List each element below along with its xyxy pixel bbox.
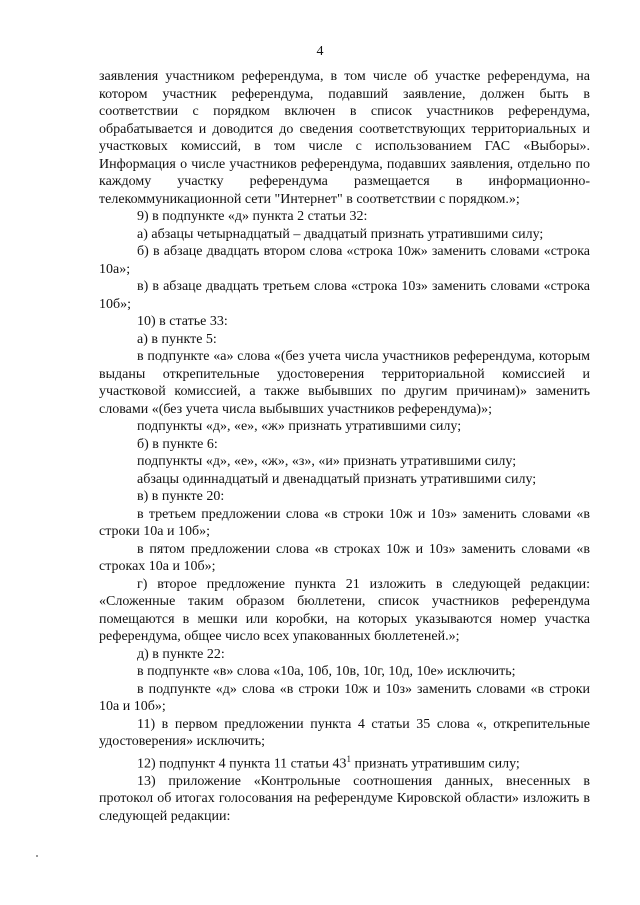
paragraph-item-10v-sub2: в пятом предложении слова «в строках 10ж и 10з» заменить словами «в строках 10а и 10б»;: [99, 541, 590, 574]
paragraph-item-10v: в) в пункте 20:: [137, 489, 225, 504]
paragraph-item-10a-sub2: подпункты «д», «е», «ж» признать утратившими силу;: [137, 419, 462, 434]
paragraph-item-10a: а) в пункте 5:: [137, 331, 217, 347]
scan-speck: [36, 855, 38, 857]
paragraph-item-10b-sub2: абзацы одиннадцатый и двенадцатый признать утратившими силу;: [137, 471, 537, 487]
paragraph-item-10b: б) в пункте 6:: [137, 436, 218, 452]
document-body: [99, 68, 590, 825]
paragraph-item-10d-sub1: в подпункте «в» слова «10а, 10б, 10в, 10г, 10д, 10е» исключить;: [137, 664, 516, 679]
paragraph-item-10b-sub1: подпункты «д», «е», «ж», «з», «и» признать утратившими силу;: [137, 454, 517, 469]
paragraph-continuation: заявления участником референдума, в том числе об участке референдума, на котором участник референдума, подавший заявление, должен быть в соответствии с порядком включен в список участников референдума, обрабатывается и доводится до сведения соответствующих территориальных и участковых комиссий, в том числе с использованием ГАС «Выборы». Информация о числе участников референдума, подавших заявления, отдельно по каждому участку референдума размещается в информационно-телекоммуникационной сети "Интернет" в соответствии с порядком.»;: [99, 69, 590, 207]
superscript-index: 1: [346, 753, 352, 764]
page-number: 4: [316, 44, 324, 59]
paragraph-item-9: 9) в подпункте «д» пункта 2 статьи 32:: [137, 209, 368, 224]
paragraph-item-10d-sub2: в подпункте «д» слова «в строки 10ж и 10з» заменить словами «в строки 10а и 10б»;: [99, 681, 590, 714]
paragraph-item-9b: б) в абзаце двадцать втором слова «строка 10ж» заменить словами «строка 10а»;: [99, 244, 590, 277]
paragraph-item-9v: в) в абзаце двадцать третьем слова «строка 10з» заменить словами «строка 10б»;: [99, 279, 590, 312]
paragraph-item-10v-sub1: в третьем предложении слова «в строки 10ж и 10з» заменить словами «в строки 10а и 10б»;: [99, 506, 590, 539]
paragraph-item-12-text: 12) подпункт 4 пункта 11 статьи 43: [137, 756, 347, 772]
paragraph-item-11: 11) в первом предложении пункта 4 статьи 35 слова «, открепительные удостоверения» исключить;: [99, 716, 590, 749]
paragraph-item-13: 13) приложение «Контрольные соотношения данных, внесенных в протокол об итогах голосования на референдуме Кировской области» изложить в следующей редакции:: [99, 773, 590, 824]
paragraph-item-10g: г) второе предложение пункта 21 изложить в следующей редакции: «Сложенные таким образом бюллетени, список участников референдума помещаются в мешки или коробки, на которых указываются номер участка референдума, общее число всех упакованных бюллетеней.»;: [99, 576, 590, 644]
paragraph-item-12-text-end: признать утратившим силу;: [351, 756, 520, 772]
paragraph-item-10: 10) в статье 33:: [137, 314, 228, 329]
paragraph-item-10a-sub1: в подпункте «а» слова «(без учета числа участников референдума, которым выданы открепительные удостоверения территориальной комиссией и участковой комиссией, а также выбывших по другим причинам)» заменить словами «(без учета числа выбывших участников референдума)»;: [99, 349, 590, 417]
paragraph-item-12: [99, 751, 590, 773]
paragraph-item-10d: д) в пункте 22:: [137, 646, 225, 662]
paragraph-item-9a: а) абзацы четырнадцатый – двадцатый признать утратившими силу;: [137, 226, 544, 242]
